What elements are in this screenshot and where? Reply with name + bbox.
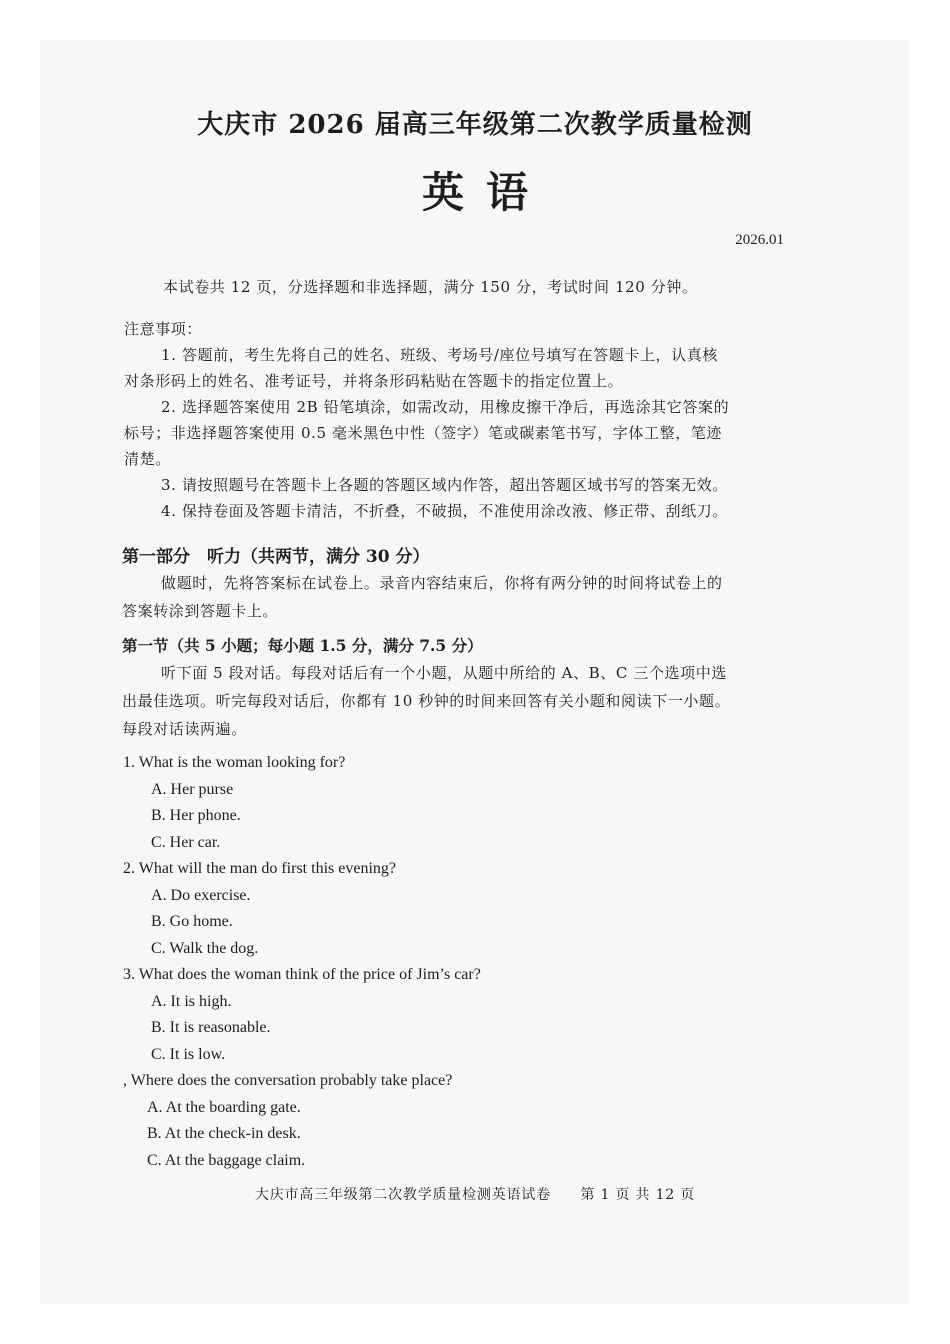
- question-option: C. Her car.: [151, 834, 221, 851]
- note-line: 1. 答题前，考生先将自己的姓名、班级、考场号/座位号填写在答题卡上，认真核: [161, 346, 718, 364]
- note-line: 4. 保持卷面及答题卡清洁，不折叠，不破损，不准使用涂改液、修正带、刮纸刀。: [161, 502, 728, 520]
- subject-title: 英语: [421, 168, 550, 217]
- section1-instruction: 出最佳选项。听完每段对话后，你都有 10 秒钟的时间来回答有关小题和阅读下一小题。: [122, 692, 731, 710]
- question-option: C. It is low.: [151, 1046, 226, 1063]
- section1-instruction: 听下面 5 段对话。每段对话后有一个小题，从题中所给的 A、B、C 三个选项中选: [161, 664, 727, 682]
- part1-instruction: 答案转涂到答题卡上。: [122, 602, 279, 620]
- question-stem: 1. What is the woman looking for?: [123, 754, 346, 771]
- question-stem: 2. What will the man do first this evening?: [123, 860, 396, 877]
- question-option: A. Do exercise.: [151, 887, 251, 904]
- question-option: A. Her purse: [151, 781, 234, 798]
- question-option: C. Walk the dog.: [151, 940, 259, 957]
- note-line: 3. 请按照题号在答题卡上各题的答题区域内作答，超出答题区域书写的答案无效。: [161, 476, 728, 494]
- part1-instruction: 做题时，先将答案标在试卷上。录音内容结束后，你将有两分钟的时间将试卷上的: [161, 574, 723, 592]
- section1-heading: 第一节（共 5 小题；每小题 1.5 分，满分 7.5 分）: [122, 636, 483, 655]
- note-line: 清楚。: [124, 450, 171, 468]
- note-line: 对条形码上的姓名、准考证号，并将条形码粘贴在答题卡的指定位置上。: [124, 372, 624, 390]
- question-option: B. At the check-in desk.: [147, 1125, 301, 1142]
- question-option: B. It is reasonable.: [151, 1019, 271, 1036]
- question-option: B. Go home.: [151, 913, 233, 930]
- exam-title: 大庆市 2026 届高三年级第二次教学质量检测: [197, 110, 753, 140]
- part1-heading: 第一部分 听力（共两节，满分 30 分）: [122, 547, 430, 567]
- question-option: C. At the baggage claim.: [147, 1152, 306, 1169]
- note-line: 标号；非选择题答案使用 0.5 毫米黑色中性（签字）笔或碳素笔书写，字体工整，笔迹: [124, 424, 722, 442]
- question-stem: , Where does the conversation probably take place?: [123, 1072, 453, 1089]
- notes-heading: 注意事项：: [124, 320, 203, 338]
- note-line: 2. 选择题答案使用 2B 铅笔填涂，如需改动，用橡皮擦干净后，再选涂其它答案的: [161, 398, 730, 416]
- question-option: A. It is high.: [151, 993, 232, 1010]
- question-stem: 3. What does the woman think of the price of Jim’s car?: [123, 966, 481, 983]
- intro-text: 本试卷共 12 页，分选择题和非选择题，满分 150 分，考试时间 120 分钟。: [163, 278, 698, 296]
- question-option: B. Her phone.: [151, 807, 241, 824]
- page-footer: 大庆市高三年级第二次教学质量检测英语试卷 第 1 页 共 12 页: [254, 1187, 696, 1203]
- exam-date: 2026.01: [735, 232, 784, 248]
- section1-instruction: 每段对话读两遍。: [122, 720, 247, 738]
- question-option: A. At the boarding gate.: [147, 1099, 301, 1116]
